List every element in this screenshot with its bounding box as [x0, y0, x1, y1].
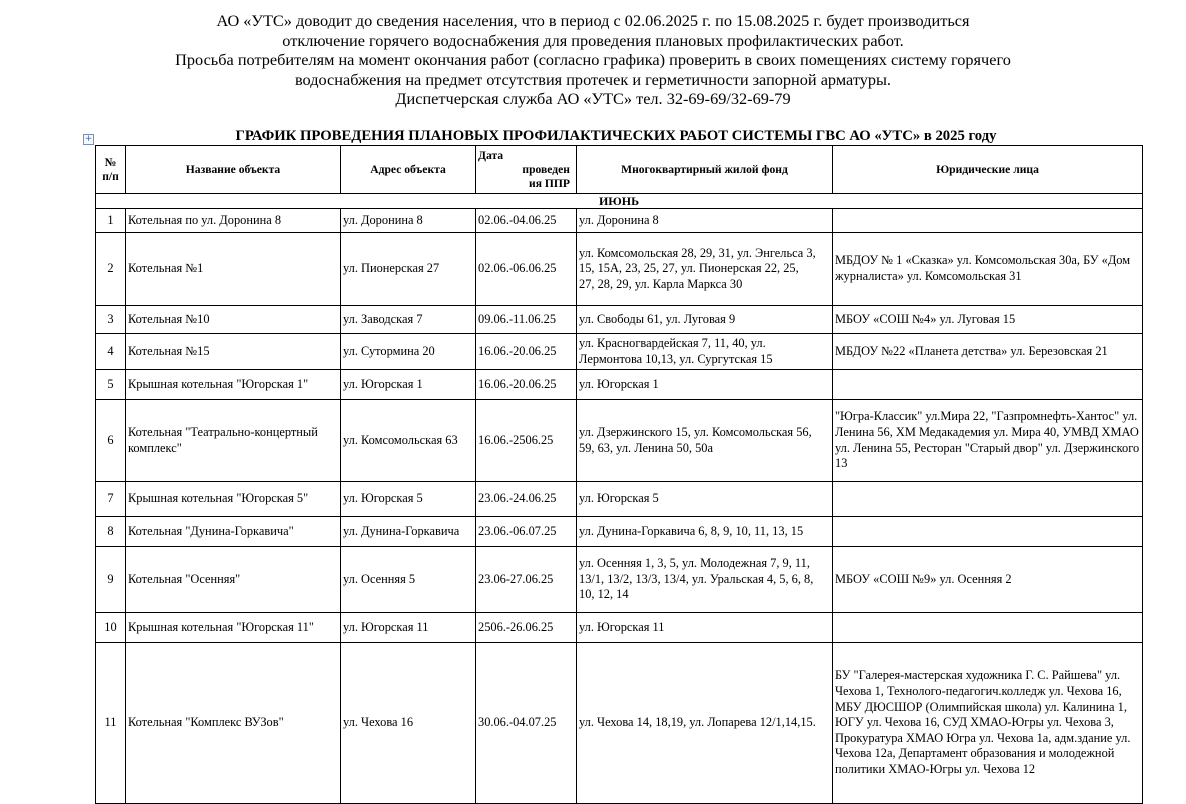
announcement-line: отключение горячего водоснабжения для проведения плановых профилактических работ. [282, 30, 904, 50]
housing-addresses: ул. Доронина 8 [577, 209, 833, 233]
row-number: 1 [96, 209, 126, 233]
object-address: ул. Комсомольская 63 [341, 400, 476, 482]
table-move-handle-icon[interactable]: + [84, 134, 93, 144]
object-name: Котельная "Театрально-концертный комплекс" [126, 400, 341, 482]
table-row [96, 643, 1143, 804]
row-number: 3 [96, 306, 126, 334]
object-name: Котельная "Осенняя" [126, 547, 341, 613]
work-dates: 16.06.-20.06.25 [476, 334, 577, 370]
object-name: Котельная "Дунина-Горкавича" [126, 517, 341, 547]
object-address: ул. Чехова 16 [341, 643, 476, 804]
announcement-line: Просьба потребителям на момент окончания работ (согласно графика) проверить в своих помещениях систему горячего [175, 50, 1011, 70]
housing-addresses: ул. Югорская 1 [577, 370, 833, 400]
housing-addresses: ул. Свободы 61, ул. Луговая 9 [577, 306, 833, 334]
work-dates: 2506.-26.06.25 [476, 613, 577, 643]
legal-entities [833, 613, 1143, 643]
legal-entities: МБДОУ № 1 «Сказка» ул. Комсомольская 30а, БУ «Дом журналиста» ул. Комсомольская 31 [833, 233, 1143, 306]
header-num: № п/п [96, 146, 126, 194]
work-dates: 02.06.-04.06.25 [476, 209, 577, 233]
work-dates: 23.06.-24.06.25 [476, 482, 577, 517]
header-object: Название объекта [126, 146, 341, 194]
legal-entities: МБОУ «СОШ №4» ул. Луговая 15 [833, 306, 1143, 334]
work-dates: 16.06.-2506.25 [476, 400, 577, 482]
row-number: 11 [96, 643, 126, 804]
object-name: Крышная котельная "Югорская 11" [126, 613, 341, 643]
table-row [96, 547, 1143, 613]
object-address: ул. Югорская 11 [341, 613, 476, 643]
announcement-line: водоснабжения на предмет отсутствия протечек и герметичности запорной арматуры. [294, 69, 892, 89]
work-dates: 23.06-27.06.25 [476, 547, 577, 613]
object-address: ул. Осенняя 5 [341, 547, 476, 613]
row-number: 9 [96, 547, 126, 613]
object-address: ул. Доронина 8 [341, 209, 476, 233]
table-row [96, 334, 1143, 370]
row-number: 4 [96, 334, 126, 370]
housing-addresses: ул. Чехова 14, 18,19, ул. Лопарева 12/1,14,15. [577, 643, 833, 804]
schedule-table [95, 145, 1143, 804]
housing-addresses: ул. Югорская 5 [577, 482, 833, 517]
header-address: Адрес объекта [341, 146, 476, 194]
housing-addresses: ул. Комсомольская 28, 29, 31, ул. Энгельса 3, 15, 15А, 23, 25, 27, ул. Пионерская 22, 25, 27, 28, 29, ул. Карла Маркса 30 [577, 233, 833, 306]
table-row [96, 370, 1143, 400]
legal-entities [833, 209, 1143, 233]
object-address: ул. Дунина-Горкавича [341, 517, 476, 547]
header-row [96, 146, 1143, 194]
legal-entities: "Югра-Классик" ул.Мира 22, "Газпромнефть-Хантос" ул. Ленина 56, ХМ Медакадемия ул. Мира 40, УМВД ХМАО ул. Ленина 55, Ресторан "Старый двор" ул. Дзержинского 13 [833, 400, 1143, 482]
object-name: Котельная №10 [126, 306, 341, 334]
schedule-title: ГРАФИК ПРОВЕДЕНИЯ ПЛАНОВЫХ ПРОФИЛАКТИЧЕСКИХ РАБОТ СИСТЕМЫ ГВС АО «УТС» в 2025 году [235, 128, 997, 144]
object-address: ул. Сутормина 20 [341, 334, 476, 370]
header-legal: Юридические лица [833, 146, 1143, 194]
object-name: Крышная котельная "Югорская 5" [126, 482, 341, 517]
announcement [0, 11, 1186, 109]
housing-addresses: ул. Дзержинского 15, ул. Комсомольская 56, 59, 63, ул. Ленина 50, 50а [577, 400, 833, 482]
housing-addresses: ул. Югорская 11 [577, 613, 833, 643]
object-name: Котельная №15 [126, 334, 341, 370]
table-row [96, 482, 1143, 517]
object-address: ул. Югорская 5 [341, 482, 476, 517]
announcement-line: Диспетчерская служба АО «УТС» тел. 32-69-69/32-69-79 [395, 89, 791, 109]
work-dates: 16.06.-20.06.25 [476, 370, 577, 400]
table-row [96, 613, 1143, 643]
row-number: 5 [96, 370, 126, 400]
legal-entities [833, 517, 1143, 547]
table-row [96, 306, 1143, 334]
row-number: 7 [96, 482, 126, 517]
legal-entities: МБДОУ №22 «Планета детства» ул. Березовская 21 [833, 334, 1143, 370]
legal-entities [833, 482, 1143, 517]
table-row [96, 233, 1143, 306]
month-label: ИЮНЬ [96, 194, 1143, 209]
row-number: 2 [96, 233, 126, 306]
housing-addresses: ул. Красногвардейская 7, 11, 40, ул. Лермонтова 10,13, ул. Сургутская 15 [577, 334, 833, 370]
object-name: Крышная котельная "Югорская 1" [126, 370, 341, 400]
legal-entities: МБОУ «СОШ №9» ул. Осенняя 2 [833, 547, 1143, 613]
object-name: Котельная №1 [126, 233, 341, 306]
table-row [96, 517, 1143, 547]
month-row [96, 194, 1143, 209]
table-row [96, 209, 1143, 233]
object-name: Котельная "Комплекс ВУЗов" [126, 643, 341, 804]
object-address: ул. Пионерская 27 [341, 233, 476, 306]
announcement-line: АО «УТС» доводит до сведения населения, что в период с 02.06.2025 г. по 15.08.2025 г. будет производиться [216, 11, 970, 30]
work-dates: 23.06.-06.07.25 [476, 517, 577, 547]
header-housing: Многоквартирный жилой фонд [577, 146, 833, 194]
legal-entities: БУ "Галерея-мастерская художника Г. С. Райшева" ул. Чехова 1, Технолого-педагогич.колледж ул. Чехова 16, МБУ ДЮСШОР (Олимпийская школа) ул. Калинина 1, ЮГУ ул. Чехова 16, СУД ХМАО-Югры ул. Чехова 3, Прокуратура ХМАО Югра ул. Чехова 1а, адм.здание ул. Чехова 12а, Департамент образования и молодежной политики ХМАО-Югры ул. Чехова 12 [833, 643, 1143, 804]
object-name: Котельная по ул. Доронина 8 [126, 209, 341, 233]
work-dates: 09.06.-11.06.25 [476, 306, 577, 334]
table-row [96, 400, 1143, 482]
row-number: 10 [96, 613, 126, 643]
row-number: 8 [96, 517, 126, 547]
object-address: ул. Заводская 7 [341, 306, 476, 334]
header-date: Дата проведен ия ППР [476, 146, 577, 194]
row-number: 6 [96, 400, 126, 482]
housing-addresses: ул. Осенняя 1, 3, 5, ул. Молодежная 7, 9, 11, 13/1, 13/2, 13/3, 13/4, ул. Уральская 4, 5, 6, 8, 10, 12, 14 [577, 547, 833, 613]
work-dates: 30.06.-04.07.25 [476, 643, 577, 804]
housing-addresses: ул. Дунина-Горкавича 6, 8, 9, 10, 11, 13, 15 [577, 517, 833, 547]
work-dates: 02.06.-06.06.25 [476, 233, 577, 306]
object-address: ул. Югорская 1 [341, 370, 476, 400]
legal-entities [833, 370, 1143, 400]
